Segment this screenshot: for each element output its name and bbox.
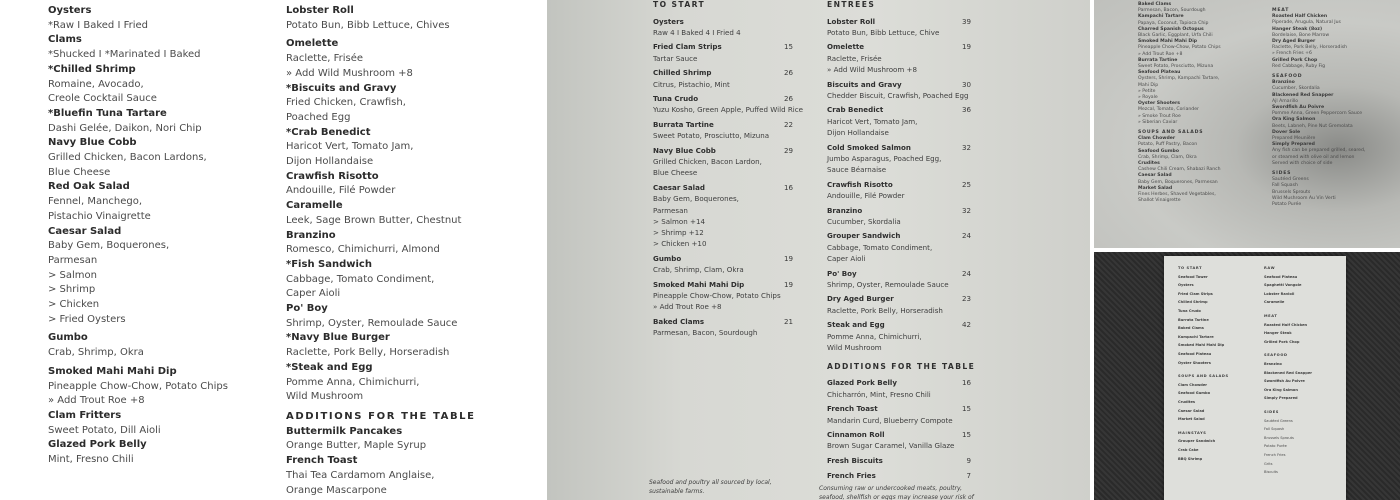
photo-dish-description: Mandarin Curd, Blueberry Compote [827,415,953,425]
photo-dish-description: » Add Trout Roe +8 [1138,51,1183,57]
dish-description: > Chicken [48,299,100,311]
dish-description: Mint, Fresno Chili [48,454,134,466]
dish-name: Clams [48,34,82,46]
dish-name: Clam Fritters [48,409,122,421]
photo-dish-description: French Fries [1264,453,1286,457]
photo-dish-price: 32 [961,142,971,152]
photo-dish-description: Blue Cheese [653,168,698,178]
photo-dish-name: Smoked Mahi Mahi Dip [653,279,745,289]
photo-dish-description: » Add Wild Mushroom +8 [827,64,918,74]
photo-dish-description: Dijon Hollandaise [827,127,889,137]
photo-dish-price: 22 [783,120,793,130]
photo-dish-description: Red Cabbage, Ruby Fig [1272,63,1326,69]
dish-description: Andouille, Filé Powder [286,185,396,197]
photo-dish-name: Clam Chowder [1138,136,1176,142]
photo-footer-note: sustainable farms. [649,488,705,495]
photo-dish-name: Caesar Salad [653,183,705,193]
photo-dish-name: Oyster Shooters [1178,360,1211,365]
photo-dish-name: Blackened Red Snapper [1264,370,1313,375]
photo-dish-description: Brussels Sprouts [1264,435,1294,440]
photo-dish-name: Market Salad [1138,185,1173,191]
section-heading: ADDITIONS FOR THE TABLE [286,410,476,422]
photo-dish-name: Dry Aged Burger [1272,39,1316,44]
photo-section-heading: RAW [1264,266,1276,270]
photo-dish-name: Lobster Ravioli [1264,291,1295,296]
photo-dish-price: 19 [783,279,793,289]
photo-dish-name: Seafood Gumbo [1178,391,1211,396]
photo-dish-price: 39 [961,16,971,26]
photo-dish-description: Parmesan, Bacon, Sourdough [1138,8,1206,14]
photo-section-heading: ADDITIONS FOR THE TABLE [827,361,976,371]
photo-dish-name: Ora King Salmon [1264,387,1298,392]
photo-dish-price: 32 [961,205,971,215]
dish-name: Crawfish Risotto [286,170,379,182]
photo-footer-warning: Consuming raw or undercooked meats, poultry, [819,485,962,492]
photo-dish-description: > Salmon +14 [653,216,705,226]
photo-dish-name: Grilled Pork Chop [1264,339,1300,344]
photo-dish-description: Crab, Shrimp, Clam, Okra [653,265,744,274]
photo-dish-description: Mahi Dip [1138,82,1159,88]
photo-dish-name: Branzino [1264,362,1282,366]
photo-dish-description: Baby Gem, Boquerones, Parmesan [1138,179,1218,185]
photo-dish-name: Tuna Crudo [1178,309,1201,313]
photo-dish-name: Oyster Shooters [1138,101,1181,107]
photo-dish-name: Spaghetti Vongole [1264,283,1302,288]
photo-dish-name: Crab Benedict [827,105,884,115]
photo-dish-name: Clam Chowder [1178,382,1208,387]
dish-description: Pomme Anna, Chimichurri, [286,376,420,388]
photo-dish-description: Grits [1264,461,1273,466]
photo-dish-description: » Petite [1138,88,1156,94]
dish-description: Pistachio Vinaigrette [48,210,151,222]
dish-description: Raclette, Pork Belly, Horseradish [286,347,450,359]
photo-dish-name: Simply Prepared [1272,142,1315,148]
photo-dish-name: Baked Clams [653,316,705,326]
photo-dish-name: Smoked Mahi Mahi Dip [1178,343,1225,348]
photo-dish-name: Dover Sole [1272,129,1301,135]
photo-dish-description: Jumbo Asparagus, Poached Egg, [827,153,942,163]
dish-description: Baby Gem, Boquerones, [48,240,170,252]
dish-name: *Biscuits and Gravy [286,82,397,94]
photo-dish-description: Crab, Shrimp, Clam, Okra [1138,154,1197,160]
photo-section-heading: SEAFOOD [1264,353,1288,358]
photo-section-heading: MEAT [1264,314,1278,318]
photo-dish-description: Potato, Puff Pastry, Bacon [1138,142,1198,148]
photo-dish-name: Caramelle [1264,300,1285,305]
photo-section-heading: TO START [653,0,706,9]
photo-dish-name: Grouper Sandwich [827,231,901,241]
photo-dish-name: Ora King Salmon [1272,117,1316,123]
photo-dish-price: 7 [966,470,971,480]
photo-dish-description: Ajl Amarillo [1272,98,1299,104]
photo-dish-name: Grilled Pork Chop [1272,57,1318,63]
photo-dish-description: » Siberian Caviar [1138,119,1178,125]
photo-dish-name: Caesar Salad [1178,408,1205,413]
photo-dish-name: Glazed Pork Belly [827,378,897,388]
dish-name: Lobster Roll [286,5,354,16]
dish-description: Romaine, Avocado, [48,78,144,90]
photo-dish-description: Piperade, Arugula, Natural Jus [1272,20,1341,26]
photo-dish-name: French Fries [827,470,876,480]
dish-name: *Fish Sandwich [286,258,372,270]
photo-dish-name: Dry Aged Burger [827,294,894,304]
menu-column-left [48,4,273,468]
dish-description: Pineapple Chow-Chow, Potato Chips [48,380,228,392]
photo-dish-name: Roasted Half Chicken [1272,14,1328,20]
dish-name: Caramelle [286,200,343,212]
photo-section-heading: SOUPS AND SALADS [1138,130,1204,135]
photo-dish-price: 30 [961,79,971,89]
photo-dish-description: Sautéed Greens [1264,418,1293,423]
photo-dish-price: 26 [783,68,793,78]
menu-column-right [286,4,541,498]
photo-dish-description: Brussels Sprouts [1272,189,1311,195]
photo-dish-description: Shallot Vinaigrette [1138,198,1181,204]
photo-dish-name: Biscuits and Gravy [827,79,902,89]
photo-dish-description: Raw 4 I Baked 4 I Fried 4 [653,27,741,37]
photo-dish-description: Prepared Meunière [1272,136,1316,141]
photo-dish-description: Sauce Béarnaise [827,164,887,174]
photo-dish-description: Served with choice of side [1272,160,1333,166]
dish-description: Orange Butter, Maple Syrup [286,440,427,452]
photo-dish-description: Shrimp, Oyster, Remoulade Sauce [827,279,949,289]
photo-dish-name: Caesar Salad [1138,173,1172,179]
photo-dish-name: Gumbo [653,253,682,263]
photo-dish-price: 21 [783,316,793,326]
dish-description: Leek, Sage Brown Butter, Chestnut [286,214,462,226]
photo-dish-name: Fresh Biscuits [827,456,883,466]
photo-dish-name: Kampachi Tartare [1138,14,1184,20]
dish-description: Crab, Shrimp, Okra [48,347,144,359]
dish-description: Parmesan [48,254,98,266]
dish-name: Navy Blue Cobb [48,137,137,149]
photo-dish-name: Steak and Egg [827,320,885,330]
photo-dish-name: French Toast [827,404,878,414]
photo-dish-name: Fried Clam Strips [653,42,722,52]
photo-dish-price: 16 [961,378,971,388]
photo-dish-description: Fall Squash [1264,427,1285,432]
dish-description: Shrimp, Oyster, Remoulade Sauce [286,317,458,329]
photo-dish-name: Roasted Half Chicken [1264,322,1308,327]
dish-name: Branzino [286,229,336,241]
dish-description: > Salmon [48,269,98,281]
photo-footer-note: Seafood and poultry all sourced by local, [649,479,772,486]
photo-dish-price: 24 [961,268,971,278]
photo-dish-description: Chicharrón, Mint, Fresno Chili [827,389,931,399]
dish-description: Cabbage, Tomato Condiment, [286,273,435,285]
photo-dish-description: Bordelaise, Bone Marrow [1272,32,1330,38]
photo-dish-description: Wild Mushroom [827,342,882,352]
photo-dish-name: Lobster Roll [827,16,876,26]
dish-description: Thai Tea Cardamom Anglaise, [286,469,435,481]
dish-description: Poached Egg [286,111,351,123]
photo-dish-price: 15 [961,404,971,414]
menu-photo-bottom-right [1094,252,1400,500]
photo-dish-price: 15 [961,430,971,440]
menu-photo-top-right [1094,0,1400,248]
dish-description: Fennel, Manchego, [48,196,143,208]
photo-dish-name: Seafood Tower [1178,274,1208,279]
photo-dish-name: Baked Clams [1138,2,1172,7]
menu-transcription-panel [0,0,545,500]
photo-dish-description: Black Garlic, Eggplant, Urfa Chili [1138,33,1213,38]
photo-dish-price: 9 [966,456,971,466]
dish-name: Glazed Pork Belly [48,439,147,451]
photo-dish-description: Potato Purée [1264,444,1287,449]
photo-dish-description: > Chicken +10 [653,239,707,249]
photo-dish-description: Parmesan [653,205,688,215]
photo-dish-name: Chilled Shrimp [1178,300,1208,305]
photo-dish-description: Biscuits [1264,470,1278,475]
photo-dish-description: Andouille, Filé Powder [827,190,905,200]
photo-dish-description: Haricot Vert, Tomato Jam, [827,116,918,126]
dish-description: Wild Mushroom [286,391,364,403]
photo-dish-name: Kampachi Tartare [1178,334,1214,339]
dish-description: » Add Trout Roe +8 [48,395,145,407]
photo-dish-name: Hanger Steak (8oz) [1272,26,1323,32]
photo-dish-description: Fines Herbes, Shaved Vegetables, [1138,192,1216,197]
menu-photo-main [547,0,1090,500]
photo-section-heading: ENTREES [827,0,876,9]
dish-description: > Shrimp [48,284,96,296]
photo-section-heading: SIDES [1272,171,1292,176]
photo-dish-description: Citrus, Pistachio, Mint [653,79,730,89]
dish-name: *Navy Blue Burger [286,332,390,344]
photo-dish-name: Oysters [653,16,684,26]
photo-dish-name: Fried Clam Strips [1178,291,1213,296]
photo-section-heading: SEAFOOD [1272,74,1303,79]
dish-description: Blue Cheese [48,166,111,178]
photo-dish-description: » French Fries +6 [1272,51,1312,57]
photo-dish-description: Potato Purée [1272,202,1302,207]
photo-dish-description: or steamed with olive oil and lemon [1272,154,1355,160]
photo-dish-name: BBQ Shrimp [1178,456,1203,461]
photo-dish-description: Parmesan, Bacon, Sourdough [653,328,758,337]
photo-dish-name: Burrata Tartine [1178,317,1209,322]
photo-dish-description: Potato Bun, Bibb Lettuce, Chive [827,27,940,37]
photo-dish-name: Smoked Mahi Mahi Dip [1138,39,1198,45]
photo-dish-price: 29 [783,146,793,155]
photo-dish-price: 19 [783,253,793,263]
photo-dish-name: Crawfish Risotto [827,179,893,189]
dish-name: *Crab Benedict [286,126,371,138]
photo-section-heading: MAINSTAYS [1178,430,1207,435]
dish-description: Grilled Chicken, Bacon Lardons, [48,152,207,164]
photo-dish-name: Swordfish Au Poivre [1272,105,1325,110]
dish-name: French Toast [286,455,358,467]
photo-dish-name: Chilled Shrimp [653,68,712,78]
photo-dish-description: » Add Trout Roe +8 [653,302,722,312]
dish-name: Caesar Salad [48,225,122,237]
photo-dish-description: Pomme Anna, Chimichurri, [827,331,922,341]
photo-dish-name: Blackened Red Snapper [1272,92,1334,98]
dish-description: Creole Cocktail Sauce [48,93,157,105]
photo-dish-description: Brown Sugar Caramel, Vanilla Glaze [827,441,955,451]
dish-name: Gumbo [48,332,88,344]
photo-dish-description: > Shrimp +12 [653,227,704,237]
photo-dish-description: » Smoke Trout Roe [1138,113,1181,119]
dish-name: *Bluefin Tuna Tartare [48,107,167,119]
photo-dish-description: Sweet Potato, Prosciutto, Mizuna [653,131,770,141]
dish-name: Po' Boy [286,303,328,315]
dish-name: Red Oak Salad [48,181,130,193]
photo-dish-description: Any fish can be prepared grilled, seared, [1272,148,1366,154]
photo-dish-name: Swordfish Au Poivre [1264,379,1305,384]
photo-dish-name: Branzino [827,205,863,215]
photo-dish-description: Cucumber, Skordalia [827,216,901,226]
photo-dish-name: Cinnamon Roll [827,430,885,440]
dish-name: *Chilled Shrimp [48,63,136,75]
dish-description: Romesco, Chimichurri, Almond [286,244,440,256]
photo-dish-name: Burrata Tartine [1138,57,1178,63]
dish-description: Raclette, Frisée [286,53,364,65]
photo-dish-description: Wild Mushroom Au Vin Verti [1272,195,1336,201]
photo-dish-name: Hanger Steak [1264,331,1292,336]
dish-description: Fried Chicken, Crawfish, [286,97,406,109]
photo-dish-name: Navy Blue Cobb [653,146,716,155]
photo-dish-description: Sautéed Greens [1272,177,1309,183]
photo-dish-price: 16 [783,183,793,193]
photo-dish-name: Tuna Crudo [653,94,699,104]
photo-dish-price: 42 [961,320,971,330]
dish-description: > Fried Oysters [48,313,126,325]
photo-dish-description: Caper Aioli [827,253,866,263]
photo-dish-name: Baked Clams [1178,326,1204,331]
photo-dish-description: Chedder Biscuit, Crawfish, Poached Egg [827,90,969,100]
photo-dish-name: Cold Smoked Salmon [827,142,911,152]
dish-description: Potato Bun, Bibb Lettuce, Chives [286,19,450,31]
photo-dish-description: Grilled Chicken, Bacon Lardon, [653,157,762,167]
photo-dish-name: Crab Cake [1178,448,1199,452]
photo-dish-description: Baby Gem, Boquerones, [653,194,739,204]
photo-dish-name: Burrata Tartine [653,120,714,130]
photo-dish-description: Yuzu Kosho, Green Apple, Puffed Wild Rice [653,105,803,115]
dish-name: *Steak and Egg [286,361,373,373]
photo-dish-description: Cabbage, Tomato Condiment, [827,242,933,252]
photo-dish-price: 19 [961,42,971,52]
photo-dish-description: Sweet Potato, Prosciutto, Mizuna [1138,64,1214,69]
photo-dish-description: Beets, Labneh, Pine Nut Gremolata [1272,123,1353,129]
photo-dish-price: 25 [961,179,971,189]
photo-dish-description: Pineapple Chow-Chow, Potato Chips [1138,45,1221,51]
photo-dish-description: Raclette, Frisée [827,53,882,63]
dish-name: Smoked Mahi Mahi Dip [48,365,177,377]
photo-dish-name: Oysters [1178,283,1194,288]
dish-description: » Add Wild Mushroom +8 [286,67,413,79]
dish-name: Buttermilk Pancakes [286,425,403,437]
photo-dish-description: Cucumber, Skordalia [1272,86,1320,92]
photo-section-heading: SOUPS AND SALADS [1178,374,1229,379]
photo-dish-price: 23 [961,294,971,304]
photo-dish-name: Seafood Plateau [1264,274,1298,279]
photo-dish-description: Cashew Chili Cream, Shabazi Ranch [1138,167,1221,173]
photo-dish-name: Market Salad [1178,417,1205,422]
menu-paper-sheet [1164,256,1346,500]
photo-dish-name: Branzino [1272,80,1295,86]
photo-dish-price: 24 [961,231,971,241]
photo-dish-name: Seafood Gumbo [1138,148,1179,154]
photo-dish-name: Seafood Plateau [1138,70,1181,76]
photo-dish-description: Raclette, Pork Belly, Horseradish [827,305,943,315]
photo-dish-name: Po' Boy [827,268,857,278]
photo-section-heading: TO START [1178,266,1203,270]
dish-description: *Raw I Baked I Fried [48,19,148,31]
dish-description: Caper Aioli [286,288,341,300]
photo-dish-description: » Royale [1138,95,1158,100]
dish-description: Dashi Gelée, Daikon, Nori Chip [48,122,202,134]
photo-dish-description: Oysters, Shrimp, Kampachi Tartare, [1138,76,1220,82]
dish-description: Orange Mascarpone [286,484,387,496]
dish-description: Haricot Vert, Tomato Jam, [286,141,414,153]
photo-dish-description: Pineapple Chow-Chow, Potato Chips [653,290,781,300]
dish-description: Sweet Potato, Dill Aioli [48,424,161,436]
photo-dish-name: Grouper Sandwich [1178,439,1216,444]
photo-dish-price: 36 [961,105,971,115]
photo-dish-name: Omelette [827,42,865,52]
photo-dish-price: 15 [783,42,793,52]
photo-dish-name: Crudites [1138,161,1160,166]
photo-section-heading: SIDES [1264,410,1279,414]
photo-dish-price: 26 [783,94,793,104]
photo-section-heading: MEAT [1272,8,1290,13]
photo-dish-name: Crudites [1178,400,1196,404]
dish-description: *Shucked I *Marinated I Baked [48,49,201,61]
photo-dish-description: Fall Squash [1272,183,1298,189]
photo-dish-description: Raclette, Pork Belly, Horseradish [1272,45,1348,51]
photo-footer-warning: seafood, shellfish or eggs may increase your risk of [819,494,974,500]
photo-dish-description: Mezcal, Tomato, Coriander [1138,107,1199,113]
photo-dish-description: Pomme Anna, Green Peppercorn Sauce [1272,111,1363,117]
photo-dish-name: Charred Spanish Octopus [1138,26,1204,32]
dish-name: Omelette [286,38,339,50]
photo-dish-name: Simply Prepared [1264,396,1298,401]
dish-description: Dijon Hollandaise [286,156,374,168]
dish-name: Oysters [48,5,92,16]
photo-dish-description: Papaya, Coconut, Tapioca Chip [1138,20,1209,26]
photo-dish-name: Seafood Plateau [1178,352,1212,356]
photo-dish-description: Tartar Sauce [653,53,698,63]
